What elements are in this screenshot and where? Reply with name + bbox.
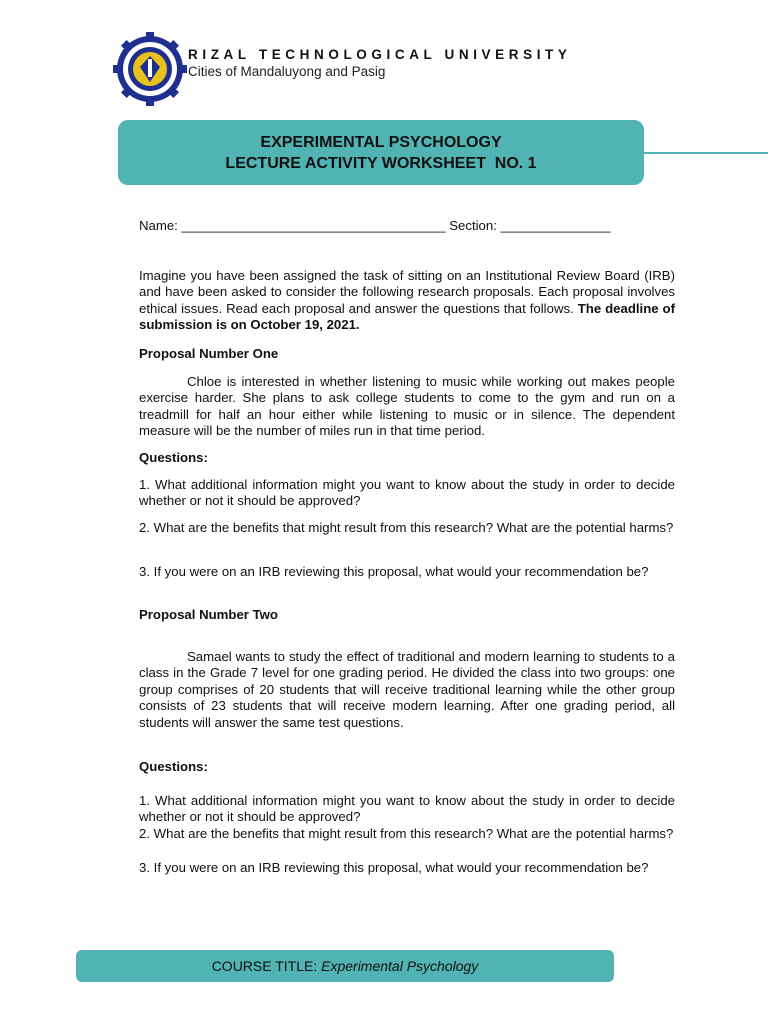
proposal-one-heading: Proposal Number One [139, 346, 279, 361]
proposal-one-body: Chloe is interested in whether listening to music while working out makes people exercise harder. She plans to ask college students to come to the gym and run on a treadmill for half an hour either while listening to music or in silence. The dependent measure will be the number of miles run in that time period. [139, 374, 675, 439]
course-title-value: Experimental Psychology [321, 958, 479, 974]
proposal-one-question-2: 2. What are the benefits that might result from this research? What are the potential harms? [139, 520, 674, 535]
university-name: RIZAL TECHNOLOGICAL UNIVERSITY [188, 47, 572, 62]
name-section-row [139, 218, 675, 234]
university-location: Cities of Mandaluyong and Pasig [188, 64, 386, 79]
intro-text: Imagine you have been assigned the task of sitting on an Institutional Review Board (IRB) and have been asked to consider the following research proposals. Each proposal involves ethical issues. Read each proposal and answer the questions that follows. [139, 268, 675, 316]
proposal-one-questions-heading: Questions: [139, 450, 208, 465]
intro-paragraph [139, 268, 675, 334]
proposal-one-question-3: 3. If you were on an IRB reviewing this proposal, what would your recommendation be? [139, 564, 649, 579]
proposal-one-question-1: 1. What additional information might you want to know about the study in order to decide whether or not it should be approved? [139, 477, 675, 509]
proposal-two-questions-heading: Questions: [139, 759, 208, 774]
section-label: Section: [449, 218, 497, 233]
title-accent-line [644, 152, 768, 154]
name-label: Name: [139, 218, 178, 233]
deadline-text: The deadline of submission is on October 19, 2021. [139, 300, 676, 333]
title-line-1: EXPERIMENTAL PSYCHOLOGY [260, 133, 502, 151]
title-line-2: LECTURE ACTIVITY WORKSHEET NO. 1 [225, 154, 537, 172]
proposal-two-question-3: 3. If you were on an IRB reviewing this proposal, what would your recommendation be? [139, 860, 649, 875]
name-field[interactable]: ____________________________________ [181, 218, 446, 233]
course-title-footer [76, 950, 614, 982]
proposal-two-question-1: 1. What additional information might you want to know about the study in order to decide whether or not it should be approved? [139, 793, 675, 825]
proposal-two-heading: Proposal Number Two [139, 607, 278, 622]
proposal-two-question-2: 2. What are the benefits that might result from this research? What are the potential harms? [139, 826, 674, 841]
course-title-label: COURSE TITLE: [211, 958, 318, 974]
section-field[interactable]: _______________ [500, 218, 611, 233]
worksheet-title-banner [118, 120, 644, 185]
proposal-two-body: Samael wants to study the effect of traditional and modern learning to students to a class in the Grade 7 level for one grading period. He divided the class into two groups: one group comprises of 20 students that will receive traditional learning while the other group consists of 23 students that will receive modern learning. After one grading period, all students will answer the same test questions. [139, 649, 675, 730]
university-seal-logo [112, 31, 188, 107]
